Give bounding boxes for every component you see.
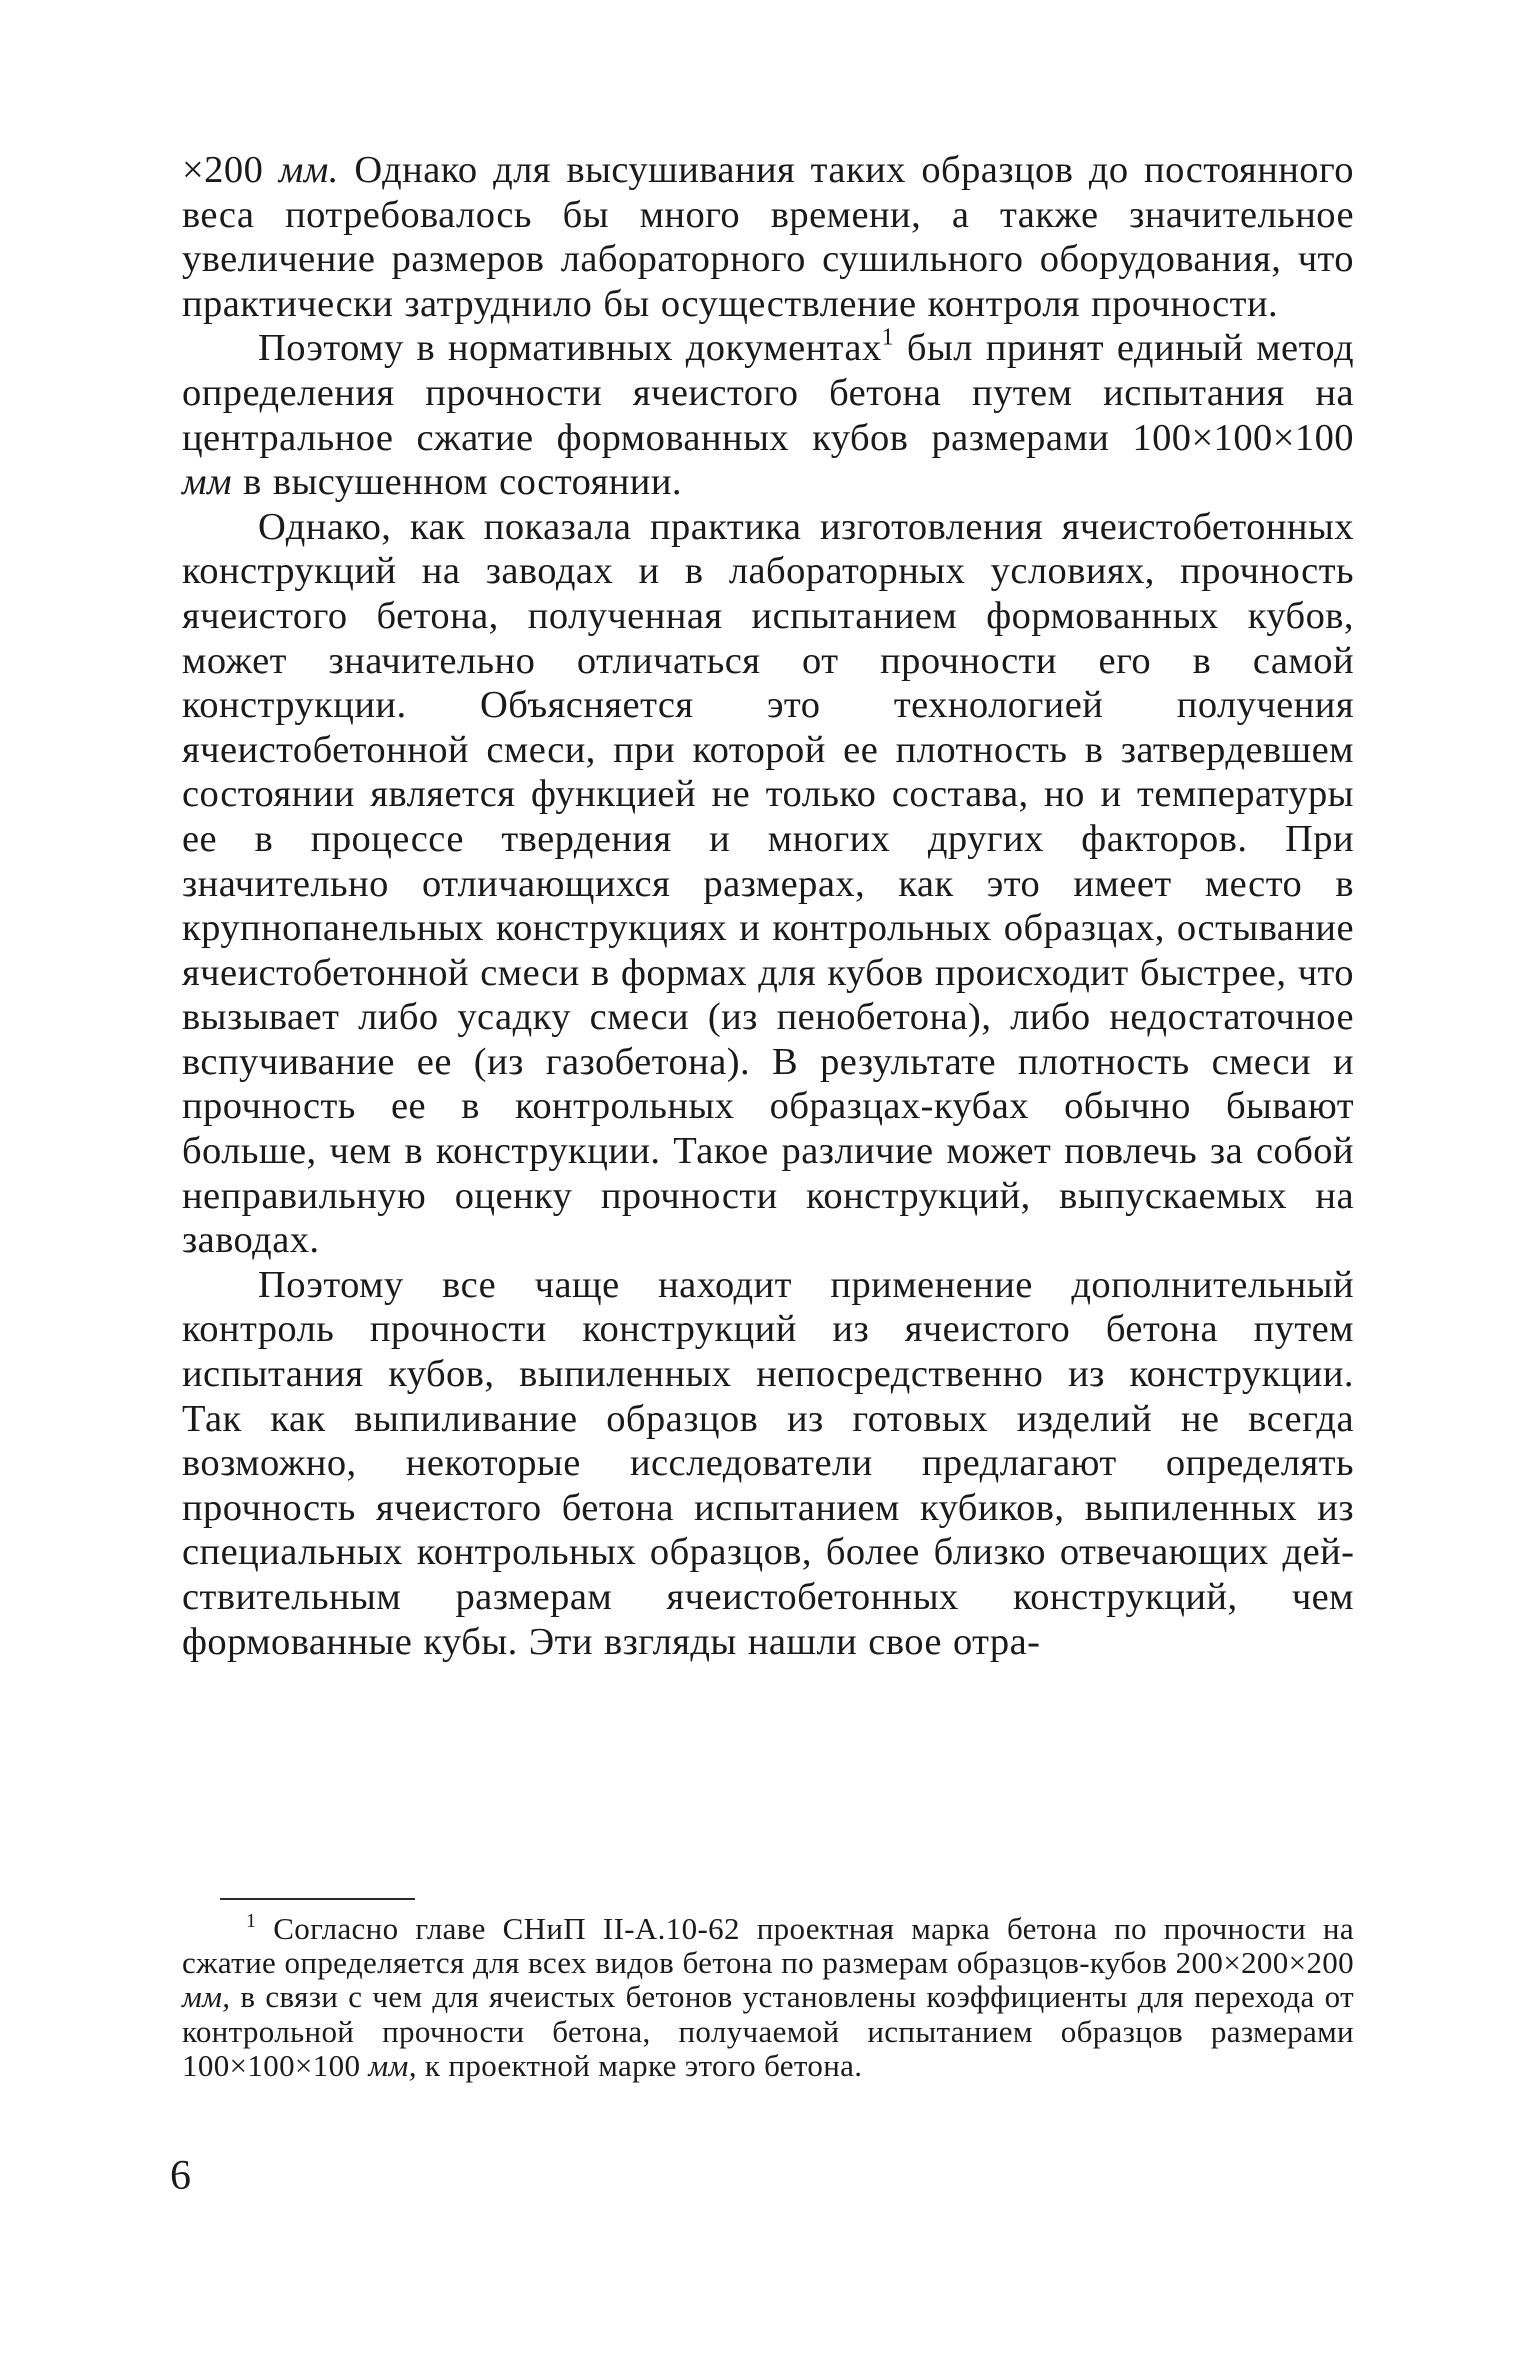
- text-run: в высушенном состоянии.: [232, 461, 682, 504]
- text-run: Однако, как показала практика изготовления ячеистобетонных конструкций на заводах и в лабораторных условиях, прочность ячеистого бетона, полученная испытанием формованных кубов, может значительно отличаться от прочности его в самой конструкции. Объясняется это технологией получения ячеистобетонной смеси, при которой ее плотность в затвердевшем состоянии является функцией не только состава, но и температуры ее в процессе твердения и многих других факторов. При значительно отличающихся размерах, как это имеет место в крупнопанельных конструкциях и контрольных образцах, остывание ячеистобетонной смеси в формах для кубов происходит быстрее, что вызывает либо усадку смеси (из пенобетона), либо недостаточное вспучивание ее (из газобетона). В результате плотность смеси и прочность ее в контрольных образцах-кубах обычно бывают больше, чем в конструкции. Такое различие может повлечь за собой неправильную оценку прочности конструкций, выпускаемых на заводах.: [182, 505, 1354, 1262]
- text-run: Однако для высушивания таких образцов до постоянного веса потребовалось бы много времени, а также значительное увеличение размеров лабораторного сушильного оборудования, что практически затруднило бы осуществление контроля прочности.: [182, 149, 1354, 325]
- paragraph: [182, 1263, 1354, 1664]
- text-run: к проектной марке этого бетона.: [416, 2047, 863, 2083]
- text-run: Поэтому все чаще находит применение дополнительный контроль прочности конструкций из ячеистого бетона путем испытания кубов, выпиленных непосредственно из конструкции. Так как выпиливание образцов из готовых изделий не всегда возможно, некоторые исследователи предлагают определять прочность ячеистого бетона испытанием кубиков, выпиленных из специальных контрольных образцов, более близко отвечающих действительным размерам ячеистобетонных конструкций, чем формованные кубы. Эти взгляды нашли свое отра-: [182, 1263, 1354, 1663]
- footnote-marker: 1: [881, 324, 895, 351]
- footnote: [182, 1912, 1354, 2083]
- text-run: ×200: [182, 149, 279, 191]
- text-run: был принят единый метод определения прочности ячеистого бетона путем испытания на центральное сжатие формованных кубов размерами 100×100×100: [182, 327, 1354, 459]
- footnote-separator: [220, 1898, 415, 1900]
- page-number: 6: [170, 2153, 191, 2199]
- text-run: Согласно главе СНиП II-A.10-62 проектная марка бетона по прочности на сжатие определяется для всех видов бетона по размерам образцов-кубов 200×200×200: [182, 1911, 1354, 1981]
- italic-unit: мм,: [368, 2047, 417, 2083]
- italic-unit: мм.: [278, 149, 339, 191]
- body-text: [182, 148, 1354, 1664]
- text-run: Поэтому в нормативных документах: [258, 327, 882, 370]
- italic-unit: мм,: [182, 1979, 231, 2015]
- paragraph: [182, 148, 1354, 326]
- footnote-marker: 1: [246, 1910, 257, 1932]
- italic-unit: мм: [182, 461, 233, 504]
- paragraph: [182, 326, 1354, 504]
- paragraph: [182, 505, 1354, 1263]
- text-run: в связи с чем для ячеистых бетонов установлены коэффициенты для перехода от контрольной прочности бетона, получаемой испытанием образцов размерами 100×100×100: [182, 1979, 1354, 2083]
